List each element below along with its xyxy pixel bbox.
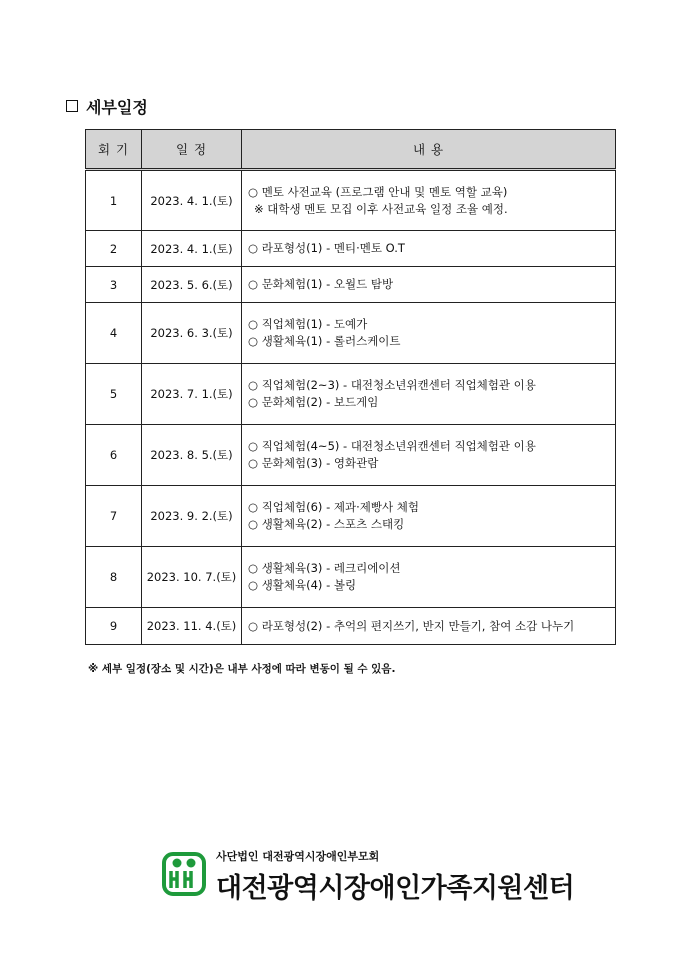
date-cell: 2023. 5. 6.(토) [142,267,242,303]
content-cell [242,303,616,364]
table-row [86,170,616,231]
content-cell [242,267,616,303]
header-content: 내 용 [242,130,616,170]
logo-name: 대전광역시장애인가족지원센터 [216,873,575,904]
content-line: ○ 생활체육(4) - 볼링 [248,578,357,592]
content-line: ○ 생활체육(1) - 롤러스케이트 [248,334,401,348]
content-cell [242,608,616,645]
content-line: ○ 직업체험(6) - 제과·제빵사 체험 [248,500,419,514]
logo-subtitle: 사단법인 대전광역시장애인부모회 [216,850,380,863]
section-heading [66,95,148,117]
table-row [86,231,616,267]
schedule-table [85,129,616,645]
content-line: ○ 문화체험(1) - 오월드 탐방 [248,277,394,291]
table-row [86,364,616,425]
round-cell: 1 [86,170,142,231]
date-cell: 2023. 4. 1.(토) [142,231,242,267]
checkbox-icon [66,100,78,112]
content-line: ○ 직업체험(2~3) - 대전청소년위캔센터 직업체험관 이용 [248,378,536,392]
content-line: ○ 문화체험(2) - 보드게임 [248,395,379,409]
content-cell [242,547,616,608]
content-line: ○ 생활체육(3) - 레크리에이션 [248,561,401,575]
content-line: ○ 직업체험(4~5) - 대전청소년위캔센터 직업체험관 이용 [248,439,536,453]
content-line: ○ 생활체육(2) - 스포츠 스태킹 [248,517,405,531]
table-header-row [86,130,616,170]
table-row [86,547,616,608]
table-row [86,267,616,303]
section-title: 세부일정 [86,97,148,117]
round-cell: 5 [86,364,142,425]
content-line: ○ 라포형성(2) - 추억의 편지쓰기, 반지 만들기, 참여 소감 나누기 [248,618,575,633]
header-date: 일 정 [142,130,242,170]
round-cell: 8 [86,547,142,608]
date-cell: 2023. 6. 3.(토) [142,303,242,364]
footnote: ※ 세부 일정(장소 및 시간)은 내부 사정에 따라 변동이 될 수 있음. [88,663,396,675]
content-line: ○ 직업체험(1) - 도예가 [248,317,368,331]
content-line: ※ 대학생 멘토 모집 이후 사전교육 일정 조율 예정. [254,201,508,216]
table-row [86,486,616,547]
date-cell: 2023. 11. 4.(토) [142,608,242,645]
date-cell: 2023. 8. 5.(토) [142,425,242,486]
header-round: 회 기 [86,130,142,170]
content-line: ○ 문화체험(3) - 영화관람 [248,456,379,470]
content-cell [242,364,616,425]
date-cell: 2023. 9. 2.(토) [142,486,242,547]
content-cell [242,170,616,231]
round-cell: 3 [86,267,142,303]
content-cell [242,486,616,547]
content-cell [242,425,616,486]
round-cell: 4 [86,303,142,364]
organization-logo [160,848,575,904]
table-row [86,608,616,645]
content-line: ○ 라포형성(1) - 멘티·멘토 O.T [248,241,405,255]
table-row [86,425,616,486]
round-cell: 6 [86,425,142,486]
date-cell: 2023. 4. 1.(토) [142,170,242,231]
date-cell: 2023. 7. 1.(토) [142,364,242,425]
round-cell: 7 [86,486,142,547]
table-row [86,303,616,364]
round-cell: 2 [86,231,142,267]
content-line: ○ 멘토 사전교육 (프로그램 안내 및 멘토 역할 교육) [248,184,508,199]
content-cell [242,231,616,267]
family-logo-icon [160,850,208,898]
round-cell: 9 [86,608,142,645]
date-cell: 2023. 10. 7.(토) [142,547,242,608]
